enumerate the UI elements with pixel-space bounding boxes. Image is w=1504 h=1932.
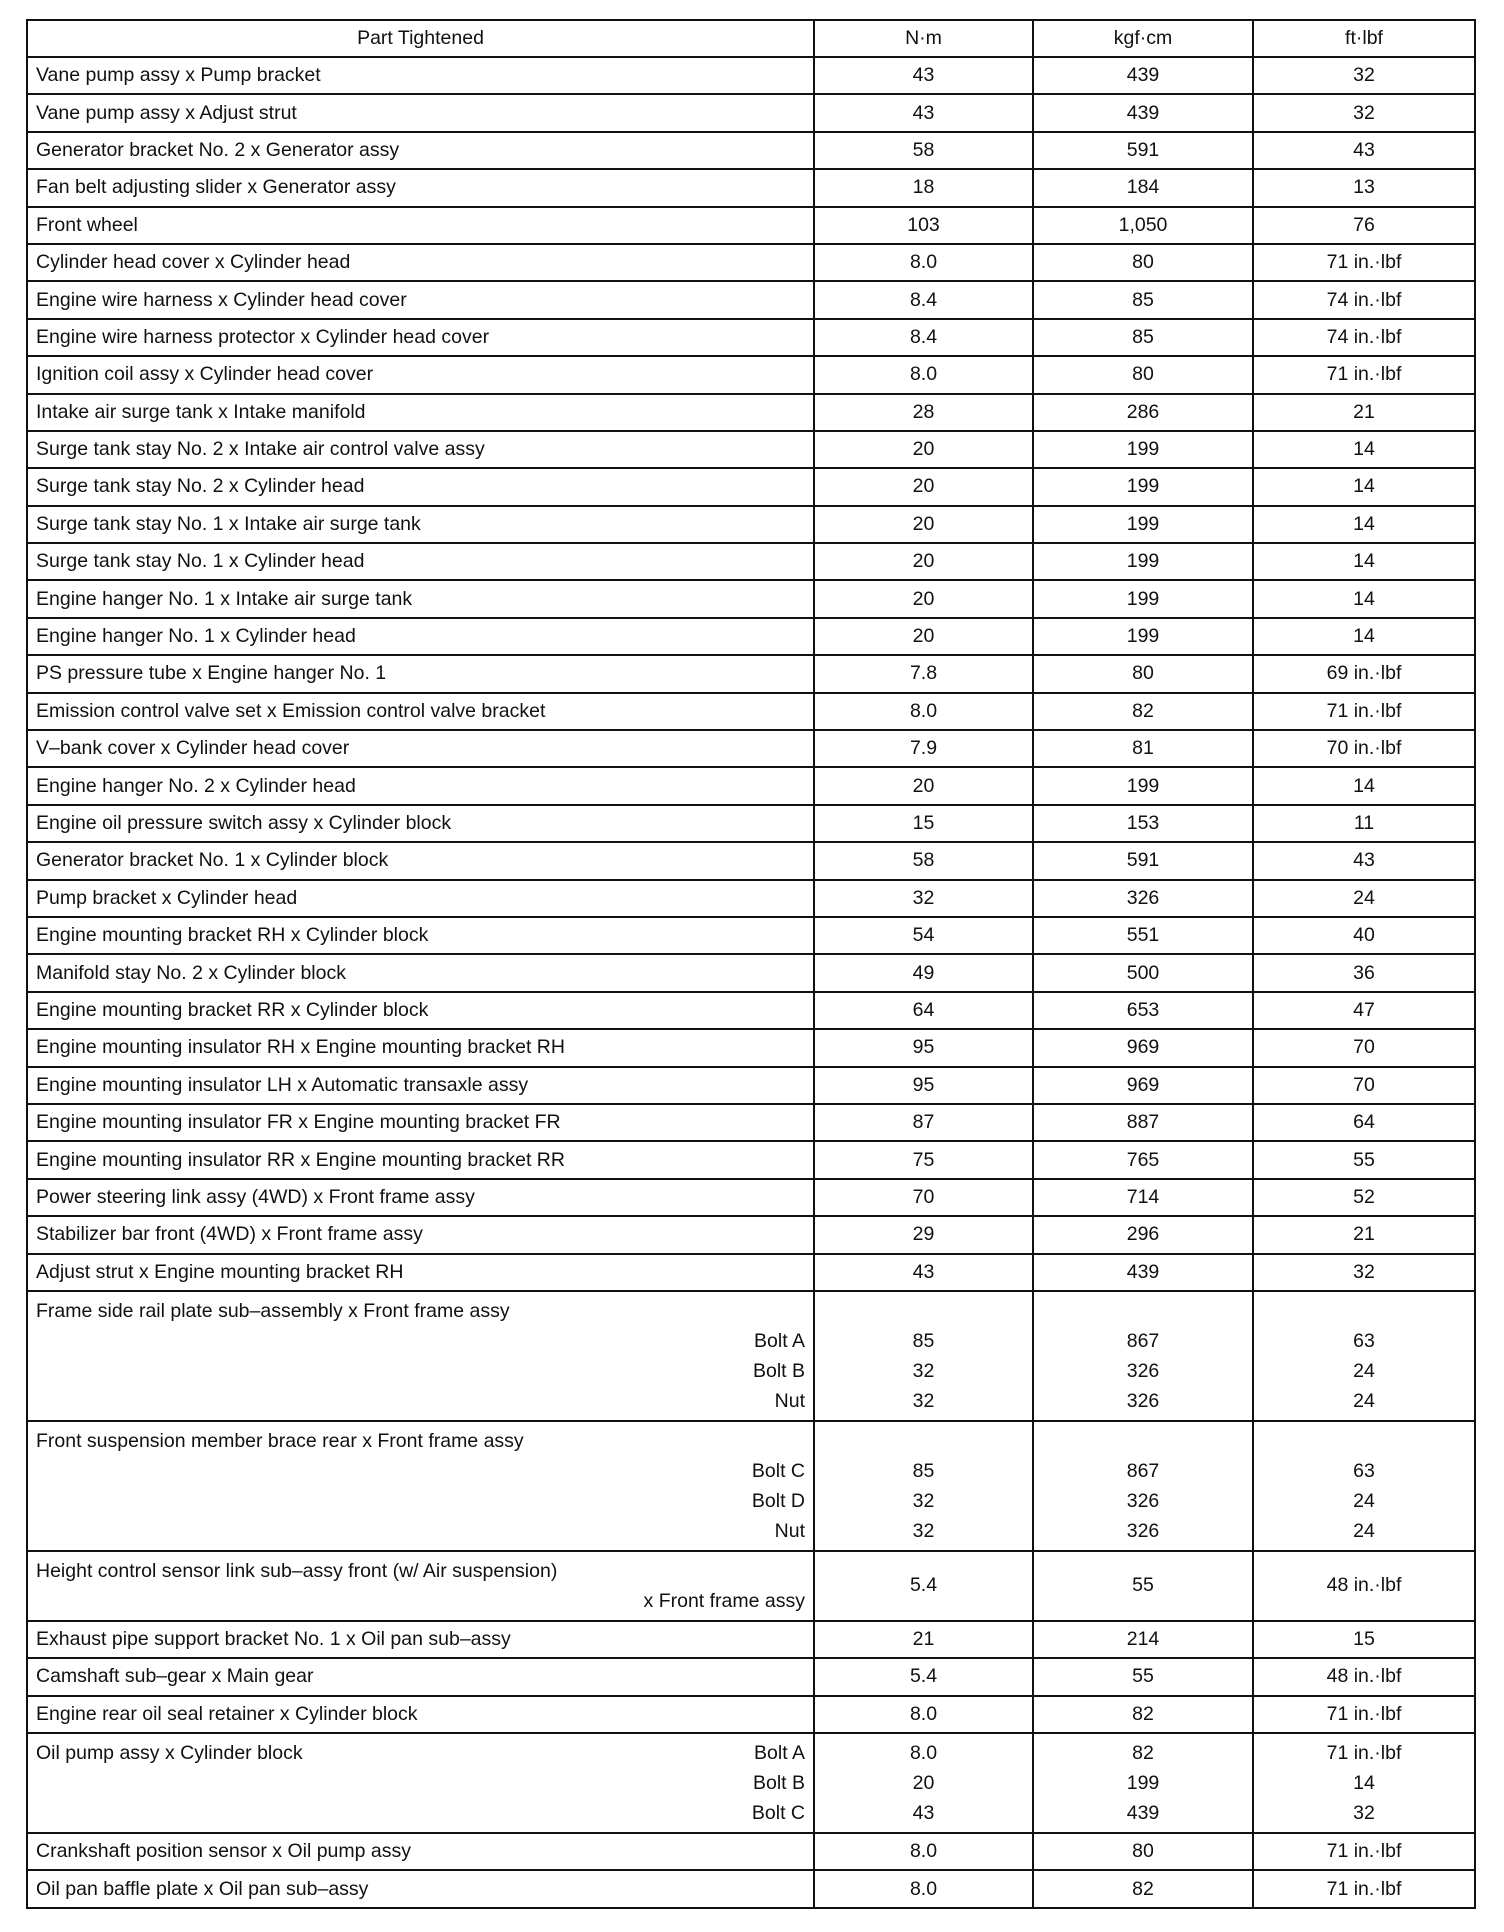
ft-value: 32 [1353, 1802, 1375, 1825]
ft-cell: 40 [1253, 917, 1475, 954]
kgf-cell: 80 [1033, 244, 1253, 281]
nm-cell: 20 [814, 767, 1033, 804]
ft-value: 24 [1353, 1519, 1375, 1542]
table-row [27, 1833, 1475, 1870]
ft-cell [1253, 1291, 1475, 1421]
kgf-cell: 85 [1033, 319, 1253, 356]
fastener-label: Bolt D [751, 1489, 805, 1512]
nm-cell: 15 [814, 805, 1033, 842]
ft-cell: 14 [1253, 767, 1475, 804]
table-row [27, 1621, 1475, 1658]
kgf-cell: 439 [1033, 1254, 1253, 1291]
spacer [1042, 1296, 1244, 1326]
kgf-cell: 199 [1033, 468, 1253, 505]
table-row [27, 655, 1475, 692]
kgf-cell: 551 [1033, 917, 1253, 954]
table-row [27, 207, 1475, 244]
kgf-cell [1033, 1291, 1253, 1421]
part-name: Frame side rail plate sub–assembly x Front frame assy [36, 1299, 510, 1322]
table-row [27, 169, 1475, 206]
part-cell [27, 1291, 814, 1421]
kgf-cell: 969 [1033, 1029, 1253, 1066]
kgf-cell: 887 [1033, 1104, 1253, 1141]
nm-cell: 20 [814, 580, 1033, 617]
kgf-cell: 969 [1033, 1067, 1253, 1104]
ft-value: 14 [1353, 1772, 1375, 1795]
kgf-cell: 1,050 [1033, 207, 1253, 244]
nm-cell: 21 [814, 1621, 1033, 1658]
ft-cell [1253, 1421, 1475, 1551]
nm-cell [814, 1421, 1033, 1551]
ft-cell: 55 [1253, 1141, 1475, 1178]
table-row [27, 1696, 1475, 1733]
part-cell: Surge tank stay No. 1 x Cylinder head [27, 543, 814, 580]
ft-cell: 64 [1253, 1104, 1475, 1141]
table-row [27, 244, 1475, 281]
part-name: Front suspension member brace rear x Front frame assy [36, 1429, 524, 1452]
ft-cell: 14 [1253, 468, 1475, 505]
kgf-cell: 653 [1033, 992, 1253, 1029]
ft-cell: 71 in.·lbf [1253, 1870, 1475, 1907]
table-row [27, 1254, 1475, 1291]
kgf-cell: 199 [1033, 543, 1253, 580]
kgf-cell: 500 [1033, 954, 1253, 991]
fastener-label: Bolt C [751, 1459, 805, 1482]
part-cell: Vane pump assy x Pump bracket [27, 57, 814, 94]
torque-specification-table [26, 19, 1476, 1909]
table-row [27, 319, 1475, 356]
ft-cell: 11 [1253, 805, 1475, 842]
spacer [823, 1426, 1024, 1456]
nm-value: 32 [912, 1389, 935, 1412]
kgf-cell: 214 [1033, 1621, 1253, 1658]
nm-cell: 70 [814, 1179, 1033, 1216]
nm-cell: 5.4 [814, 1551, 1033, 1621]
part-cell: Engine rear oil seal retainer x Cylinder block [27, 1696, 814, 1733]
fastener-label: Bolt C [751, 1802, 805, 1825]
nm-cell: 20 [814, 468, 1033, 505]
nm-cell: 95 [814, 1029, 1033, 1066]
ft-value: 24 [1353, 1389, 1375, 1412]
nm-cell: 8.0 [814, 1696, 1033, 1733]
ft-cell: 71 in.·lbf [1253, 244, 1475, 281]
kgf-cell: 82 [1033, 693, 1253, 730]
nm-value: 32 [912, 1489, 935, 1512]
table-row [27, 1029, 1475, 1066]
part-cell: Fan belt adjusting slider x Generator assy [27, 169, 814, 206]
ft-cell: 32 [1253, 1254, 1475, 1291]
header-nm: N·m [814, 20, 1033, 57]
kgf-cell: 82 [1033, 1696, 1253, 1733]
ft-cell: 43 [1253, 842, 1475, 879]
part-cell: Engine wire harness protector x Cylinder head cover [27, 319, 814, 356]
kgf-value: 326 [1126, 1519, 1160, 1542]
kgf-cell: 80 [1033, 356, 1253, 393]
table-row [27, 1141, 1475, 1178]
part-cell: V–bank cover x Cylinder head cover [27, 730, 814, 767]
kgf-cell: 765 [1033, 1141, 1253, 1178]
nm-cell: 58 [814, 842, 1033, 879]
table-row [27, 992, 1475, 1029]
kgf-cell: 296 [1033, 1216, 1253, 1253]
ft-cell: 71 in.·lbf [1253, 356, 1475, 393]
part-cell: Pump bracket x Cylinder head [27, 880, 814, 917]
kgf-cell: 591 [1033, 842, 1253, 879]
ft-cell [1253, 1733, 1475, 1833]
part-cell: Surge tank stay No. 1 x Intake air surge tank [27, 506, 814, 543]
ft-cell: 36 [1253, 954, 1475, 991]
part-cell: Oil pan baffle plate x Oil pan sub–assy [27, 1870, 814, 1907]
part-name-continued: x Front frame assy [643, 1589, 805, 1612]
nm-cell: 8.4 [814, 319, 1033, 356]
nm-cell: 95 [814, 1067, 1033, 1104]
table-row [27, 1067, 1475, 1104]
table-row [27, 1551, 1475, 1621]
part-cell: Engine mounting insulator LH x Automatic transaxle assy [27, 1067, 814, 1104]
table-row [27, 1733, 1475, 1833]
part-line [36, 1798, 805, 1828]
nm-cell: 8.4 [814, 281, 1033, 318]
ft-cell: 70 [1253, 1067, 1475, 1104]
nm-cell [814, 1733, 1033, 1833]
nm-value: 32 [912, 1359, 935, 1382]
part-cell: Stabilizer bar front (4WD) x Front frame assy [27, 1216, 814, 1253]
part-cell: Engine mounting insulator RR x Engine mounting bracket RR [27, 1141, 814, 1178]
kgf-cell: 55 [1033, 1551, 1253, 1621]
ft-cell: 70 [1253, 1029, 1475, 1066]
nm-value: 32 [912, 1519, 935, 1542]
kgf-cell: 199 [1033, 580, 1253, 617]
nm-cell: 32 [814, 880, 1033, 917]
nm-cell: 8.0 [814, 1833, 1033, 1870]
ft-cell: 47 [1253, 992, 1475, 1029]
fastener-label: Bolt B [752, 1359, 805, 1382]
kgf-value: 326 [1126, 1359, 1160, 1382]
kgf-cell: 199 [1033, 767, 1253, 804]
nm-cell: 58 [814, 132, 1033, 169]
part-cell: Engine mounting insulator RH x Engine mounting bracket RH [27, 1029, 814, 1066]
kgf-cell: 591 [1033, 132, 1253, 169]
nm-cell: 8.0 [814, 693, 1033, 730]
part-cell: Ignition coil assy x Cylinder head cover [27, 356, 814, 393]
ft-cell: 52 [1253, 1179, 1475, 1216]
nm-cell: 43 [814, 1254, 1033, 1291]
table-row [27, 468, 1475, 505]
kgf-cell: 85 [1033, 281, 1253, 318]
nm-cell: 20 [814, 618, 1033, 655]
kgf-cell: 81 [1033, 730, 1253, 767]
kgf-cell: 199 [1033, 618, 1253, 655]
ft-cell: 32 [1253, 94, 1475, 131]
part-cell: Manifold stay No. 2 x Cylinder block [27, 954, 814, 991]
part-cell: Cylinder head cover x Cylinder head [27, 244, 814, 281]
nm-cell: 8.0 [814, 356, 1033, 393]
nm-value: 85 [912, 1459, 935, 1482]
nm-value: 20 [912, 1772, 935, 1795]
table-row [27, 1104, 1475, 1141]
part-cell: Generator bracket No. 1 x Cylinder block [27, 842, 814, 879]
ft-cell: 74 in.·lbf [1253, 281, 1475, 318]
nm-cell: 20 [814, 543, 1033, 580]
kgf-value: 439 [1126, 1802, 1160, 1825]
ft-value: 71 in.·lbf [1326, 1742, 1402, 1765]
ft-cell: 13 [1253, 169, 1475, 206]
kgf-value: 326 [1126, 1489, 1160, 1512]
kgf-value: 867 [1126, 1329, 1160, 1352]
part-cell: Engine hanger No. 1 x Intake air surge tank [27, 580, 814, 617]
nm-cell: 43 [814, 57, 1033, 94]
table-row [27, 356, 1475, 393]
part-line [36, 1768, 805, 1798]
ft-cell: 48 in.·lbf [1253, 1551, 1475, 1621]
kgf-cell: 439 [1033, 57, 1253, 94]
kgf-value: 867 [1126, 1459, 1160, 1482]
part-name: Oil pump assy x Cylinder block [36, 1742, 303, 1765]
table-row [27, 730, 1475, 767]
table-row [27, 431, 1475, 468]
part-cell: Engine oil pressure switch assy x Cylinder block [27, 805, 814, 842]
table-row [27, 1216, 1475, 1253]
part-cell: Front wheel [27, 207, 814, 244]
kgf-value: 82 [1132, 1742, 1154, 1765]
nm-cell: 8.0 [814, 244, 1033, 281]
part-cell: Intake air surge tank x Intake manifold [27, 394, 814, 431]
part-cell [27, 1733, 814, 1833]
table-row [27, 805, 1475, 842]
ft-cell: 21 [1253, 1216, 1475, 1253]
kgf-cell [1033, 1733, 1253, 1833]
ft-cell: 14 [1253, 580, 1475, 617]
nm-cell [814, 1291, 1033, 1421]
kgf-cell: 184 [1033, 169, 1253, 206]
ft-cell: 76 [1253, 207, 1475, 244]
fastener-label: Nut [774, 1389, 805, 1412]
ft-value: 63 [1353, 1459, 1375, 1482]
ft-cell: 69 in.·lbf [1253, 655, 1475, 692]
table-row [27, 842, 1475, 879]
kgf-cell [1033, 1421, 1253, 1551]
ft-cell: 32 [1253, 57, 1475, 94]
table-row [27, 543, 1475, 580]
spacer [823, 1296, 1024, 1326]
part-cell: Camshaft sub–gear x Main gear [27, 1658, 814, 1695]
table-row [27, 880, 1475, 917]
part-cell: Generator bracket No. 2 x Generator assy [27, 132, 814, 169]
header-ft-lbf: ft·lbf [1253, 20, 1475, 57]
table-row [27, 57, 1475, 94]
kgf-cell: 286 [1033, 394, 1253, 431]
nm-cell: 18 [814, 169, 1033, 206]
part-cell: Engine mounting insulator FR x Engine mounting bracket FR [27, 1104, 814, 1141]
part-cell: Exhaust pipe support bracket No. 1 x Oil pan sub–assy [27, 1621, 814, 1658]
kgf-cell: 714 [1033, 1179, 1253, 1216]
part-cell: Emission control valve set x Emission control valve bracket [27, 693, 814, 730]
fastener-label: Bolt A [754, 1329, 805, 1352]
kgf-cell: 199 [1033, 506, 1253, 543]
nm-cell: 29 [814, 1216, 1033, 1253]
nm-cell: 28 [814, 394, 1033, 431]
spacer [1262, 1296, 1466, 1326]
nm-cell: 20 [814, 506, 1033, 543]
part-cell: Engine hanger No. 1 x Cylinder head [27, 618, 814, 655]
table-row [27, 693, 1475, 730]
nm-value: 8.0 [909, 1742, 938, 1765]
part-cell [27, 1551, 814, 1621]
kgf-cell: 153 [1033, 805, 1253, 842]
fastener-label: Bolt A [754, 1742, 805, 1765]
nm-cell: 8.0 [814, 1870, 1033, 1907]
table-row [27, 767, 1475, 804]
ft-cell: 71 in.·lbf [1253, 1696, 1475, 1733]
table-row [27, 1179, 1475, 1216]
kgf-cell: 55 [1033, 1658, 1253, 1695]
table-row [27, 1291, 1475, 1421]
ft-cell: 71 in.·lbf [1253, 693, 1475, 730]
nm-cell: 5.4 [814, 1658, 1033, 1695]
kgf-value: 326 [1126, 1389, 1160, 1412]
kgf-cell: 80 [1033, 1833, 1253, 1870]
ft-cell: 14 [1253, 543, 1475, 580]
nm-value: 85 [912, 1329, 935, 1352]
part-cell: Surge tank stay No. 2 x Cylinder head [27, 468, 814, 505]
ft-cell: 48 in.·lbf [1253, 1658, 1475, 1695]
ft-value: 24 [1353, 1489, 1375, 1512]
part-cell: PS pressure tube x Engine hanger No. 1 [27, 655, 814, 692]
nm-cell: 54 [814, 917, 1033, 954]
table-row [27, 394, 1475, 431]
kgf-value: 199 [1126, 1772, 1160, 1795]
nm-cell: 43 [814, 94, 1033, 131]
ft-cell: 14 [1253, 618, 1475, 655]
table-row [27, 618, 1475, 655]
nm-cell: 20 [814, 431, 1033, 468]
part-cell: Crankshaft position sensor x Oil pump assy [27, 1833, 814, 1870]
part-cell: Engine mounting bracket RH x Cylinder block [27, 917, 814, 954]
kgf-cell: 439 [1033, 94, 1253, 131]
table-row [27, 580, 1475, 617]
ft-value: 63 [1353, 1329, 1375, 1352]
table-row [27, 281, 1475, 318]
nm-cell: 87 [814, 1104, 1033, 1141]
ft-cell: 21 [1253, 394, 1475, 431]
table-row [27, 94, 1475, 131]
ft-cell: 14 [1253, 506, 1475, 543]
table-row [27, 132, 1475, 169]
table-row [27, 1870, 1475, 1907]
part-cell: Engine wire harness x Cylinder head cover [27, 281, 814, 318]
header-kgf-cm: kgf·cm [1033, 20, 1253, 57]
ft-cell: 71 in.·lbf [1253, 1833, 1475, 1870]
part-cell: Engine hanger No. 2 x Cylinder head [27, 767, 814, 804]
ft-cell: 43 [1253, 132, 1475, 169]
nm-cell: 49 [814, 954, 1033, 991]
ft-cell: 15 [1253, 1621, 1475, 1658]
header-part-tightened: Part Tightened [27, 20, 814, 57]
kgf-cell: 80 [1033, 655, 1253, 692]
kgf-cell: 82 [1033, 1870, 1253, 1907]
ft-cell: 14 [1253, 431, 1475, 468]
part-cell: Engine mounting bracket RR x Cylinder block [27, 992, 814, 1029]
part-cell: Surge tank stay No. 2 x Intake air control valve assy [27, 431, 814, 468]
part-name: Height control sensor link sub–assy front (w/ Air suspension) [36, 1559, 558, 1582]
nm-value: 43 [912, 1802, 935, 1825]
spacer [1262, 1426, 1466, 1456]
fastener-label: Bolt B [752, 1772, 805, 1795]
table-row [27, 1421, 1475, 1551]
header-row [27, 20, 1475, 57]
spacer [1042, 1426, 1244, 1456]
part-cell: Power steering link assy (4WD) x Front frame assy [27, 1179, 814, 1216]
table-row [27, 917, 1475, 954]
fastener-label: Nut [774, 1519, 805, 1542]
ft-cell: 70 in.·lbf [1253, 730, 1475, 767]
part-cell [27, 1421, 814, 1551]
nm-cell: 7.9 [814, 730, 1033, 767]
kgf-cell: 326 [1033, 880, 1253, 917]
nm-cell: 64 [814, 992, 1033, 1029]
ft-cell: 24 [1253, 880, 1475, 917]
part-cell: Adjust strut x Engine mounting bracket RH [27, 1254, 814, 1291]
table-row [27, 954, 1475, 991]
nm-cell: 103 [814, 207, 1033, 244]
part-cell: Vane pump assy x Adjust strut [27, 94, 814, 131]
ft-value: 24 [1353, 1359, 1375, 1382]
part-line [36, 1738, 805, 1768]
kgf-cell: 199 [1033, 431, 1253, 468]
table-row [27, 506, 1475, 543]
ft-cell: 74 in.·lbf [1253, 319, 1475, 356]
nm-cell: 75 [814, 1141, 1033, 1178]
table-row [27, 1658, 1475, 1695]
nm-cell: 7.8 [814, 655, 1033, 692]
